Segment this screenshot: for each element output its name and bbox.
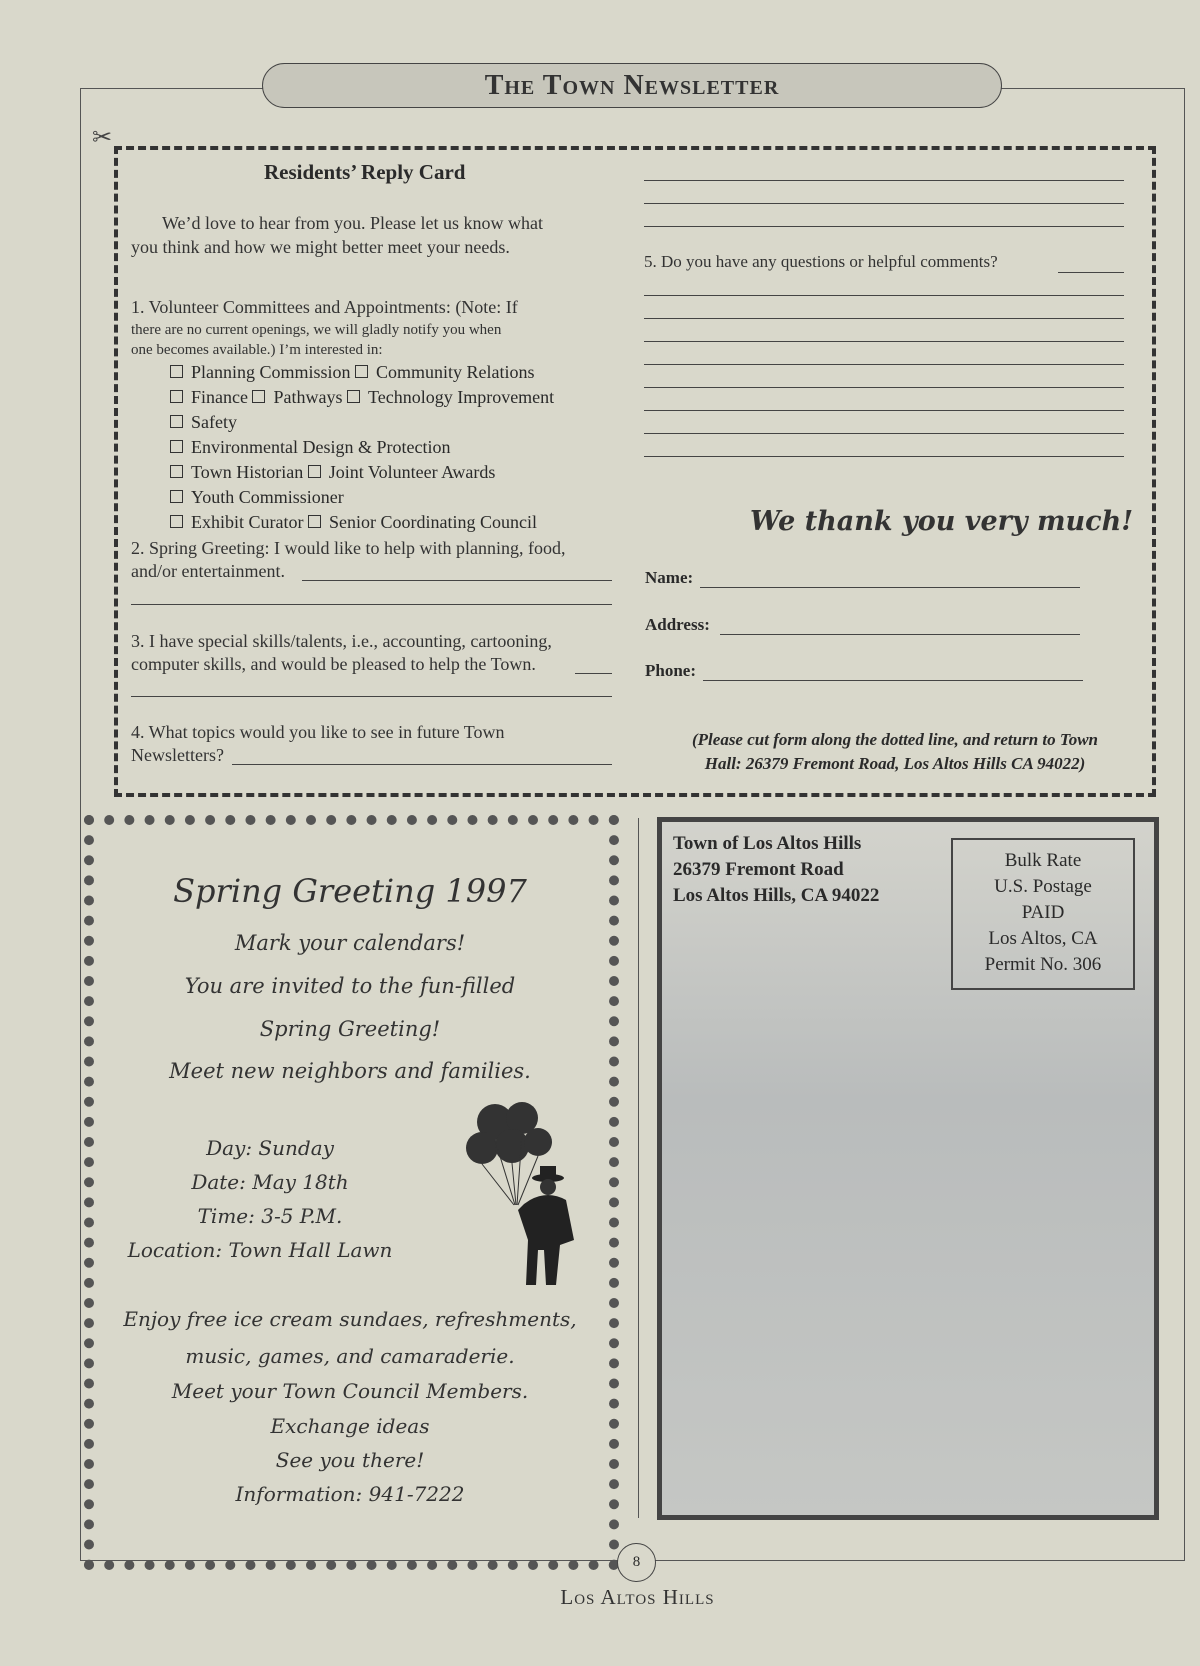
answer-line[interactable] bbox=[644, 318, 1124, 319]
scissors-icon: ✂ bbox=[92, 125, 113, 151]
option-senior-council[interactable]: Senior Coordinating Council bbox=[308, 512, 537, 532]
answer-line[interactable] bbox=[1058, 272, 1124, 273]
q2-line-1: 2. Spring Greeting: I would like to help with planning, food, bbox=[131, 538, 566, 558]
q3-line-2: computer skills, and would be pleased to help the Town. bbox=[131, 654, 536, 674]
option-safety[interactable]: Safety bbox=[170, 412, 237, 432]
q2-line-2: and/or entertainment. bbox=[131, 561, 285, 581]
q4-line-1: 4. What topics would you like to see in future Town bbox=[131, 722, 505, 742]
checkbox[interactable] bbox=[170, 390, 183, 403]
option-town-historian[interactable]: Town Historian bbox=[170, 462, 303, 482]
enjoy-line-3: Meet your Town Council Members. bbox=[171, 1379, 529, 1403]
answer-line[interactable] bbox=[644, 456, 1124, 457]
option-pathways[interactable]: Pathways bbox=[252, 387, 342, 407]
page-number: 8 bbox=[617, 1543, 656, 1582]
checkbox[interactable] bbox=[308, 515, 321, 528]
answer-line[interactable] bbox=[575, 673, 612, 674]
name-label: Name: bbox=[645, 568, 694, 587]
greeting-line-4: Meet new neighbors and families. bbox=[169, 1059, 531, 1083]
event-date: Date: May 18th bbox=[191, 1170, 349, 1194]
answer-line[interactable] bbox=[644, 341, 1124, 342]
checkbox[interactable] bbox=[170, 465, 183, 478]
option-environmental[interactable]: Environmental Design & Protection bbox=[170, 437, 450, 457]
reply-card-title: Residents’ Reply Card bbox=[264, 160, 466, 184]
checkbox[interactable] bbox=[170, 365, 183, 378]
balloon-man-icon bbox=[460, 1100, 590, 1285]
answer-line[interactable] bbox=[232, 764, 612, 765]
q1-line-3: one becomes available.) I’m interested in: bbox=[131, 342, 383, 358]
info-line: Information: 941-7222 bbox=[235, 1482, 465, 1506]
intro-line-2: you think and how we might better meet your needs. bbox=[131, 237, 510, 257]
answer-line[interactable] bbox=[131, 696, 612, 697]
thanks-message: We thank you very much! bbox=[750, 506, 1134, 537]
enjoy-line-1: Enjoy free ice cream sundaes, refreshments, bbox=[123, 1307, 577, 1331]
address-field[interactable] bbox=[720, 634, 1080, 635]
column-divider bbox=[638, 818, 639, 1518]
answer-line[interactable] bbox=[644, 203, 1124, 204]
footer-town-name: Los Altos Hills bbox=[560, 1585, 715, 1609]
intro-line-1: We’d love to hear from you. Please let us know what bbox=[162, 213, 543, 233]
q3-line-1: 3. I have special skills/talents, i.e., accounting, cartooning, bbox=[131, 631, 552, 651]
checkbox[interactable] bbox=[170, 440, 183, 453]
greeting-line-3: Spring Greeting! bbox=[259, 1017, 441, 1041]
checkbox[interactable] bbox=[170, 415, 183, 428]
q1-line-2: there are no current openings, we will gladly notify you when bbox=[131, 322, 502, 338]
enjoy-line-5: See you there! bbox=[275, 1448, 425, 1472]
option-technology[interactable]: Technology Improvement bbox=[347, 387, 554, 407]
checkbox[interactable] bbox=[170, 490, 183, 503]
checkbox[interactable] bbox=[308, 465, 321, 478]
greeting-title: Spring Greeting 1997 bbox=[173, 872, 527, 910]
event-location: Location: Town Hall Lawn bbox=[127, 1238, 393, 1262]
address-label: Address: bbox=[645, 615, 710, 634]
volunteer-options bbox=[170, 360, 590, 535]
greeting-line-1: Mark your calendars! bbox=[234, 931, 466, 955]
answer-line[interactable] bbox=[644, 364, 1124, 365]
phone-field[interactable] bbox=[703, 680, 1083, 681]
option-joint-volunteer[interactable]: Joint Volunteer Awards bbox=[308, 462, 496, 482]
phone-label: Phone: bbox=[645, 661, 696, 680]
return-address: Town of Los Altos Hills 26379 Fremont Road Los Altos Hills, CA 94022 bbox=[673, 833, 880, 906]
cut-instructions: (Please cut form along the dotted line, and return to Town Hall: 26379 Fremont Road, Los Altos Hills CA 94022) bbox=[692, 730, 1098, 773]
enjoy-line-4: Exchange ideas bbox=[270, 1414, 430, 1438]
answer-line[interactable] bbox=[644, 433, 1124, 434]
answer-line[interactable] bbox=[644, 387, 1124, 388]
checkbox[interactable] bbox=[252, 390, 265, 403]
option-finance[interactable]: Finance bbox=[170, 387, 248, 407]
newsletter-title: The Town Newsletter bbox=[262, 63, 1002, 108]
answer-line[interactable] bbox=[644, 180, 1124, 181]
event-day: Day: Sunday bbox=[206, 1136, 334, 1160]
answer-line[interactable] bbox=[644, 226, 1124, 227]
q1-line-1: 1. Volunteer Committees and Appointments: (Note: If bbox=[131, 297, 518, 317]
event-time: Time: 3-5 P.M. bbox=[197, 1204, 343, 1228]
answer-line[interactable] bbox=[644, 295, 1124, 296]
q5-text: 5. Do you have any questions or helpful comments? bbox=[644, 252, 998, 271]
option-planning[interactable]: Planning Commission bbox=[170, 362, 351, 382]
option-exhibit-curator[interactable]: Exhibit Curator bbox=[170, 512, 303, 532]
checkbox[interactable] bbox=[355, 365, 368, 378]
checkbox[interactable] bbox=[347, 390, 360, 403]
option-youth[interactable]: Youth Commissioner bbox=[170, 487, 344, 507]
enjoy-line-2: music, games, and camaraderie. bbox=[185, 1344, 515, 1368]
greeting-line-2: You are invited to the fun-filled bbox=[184, 974, 516, 998]
postage-indicia: Bulk Rate U.S. Postage PAID Los Altos, CA Permit No. 306 bbox=[951, 838, 1135, 990]
answer-line[interactable] bbox=[644, 410, 1124, 411]
answer-line[interactable] bbox=[302, 580, 612, 581]
name-field[interactable] bbox=[700, 587, 1080, 588]
answer-line[interactable] bbox=[131, 604, 612, 605]
option-community-relations[interactable]: Community Relations bbox=[355, 362, 535, 382]
q4-line-2: Newsletters? bbox=[131, 745, 224, 765]
checkbox[interactable] bbox=[170, 515, 183, 528]
